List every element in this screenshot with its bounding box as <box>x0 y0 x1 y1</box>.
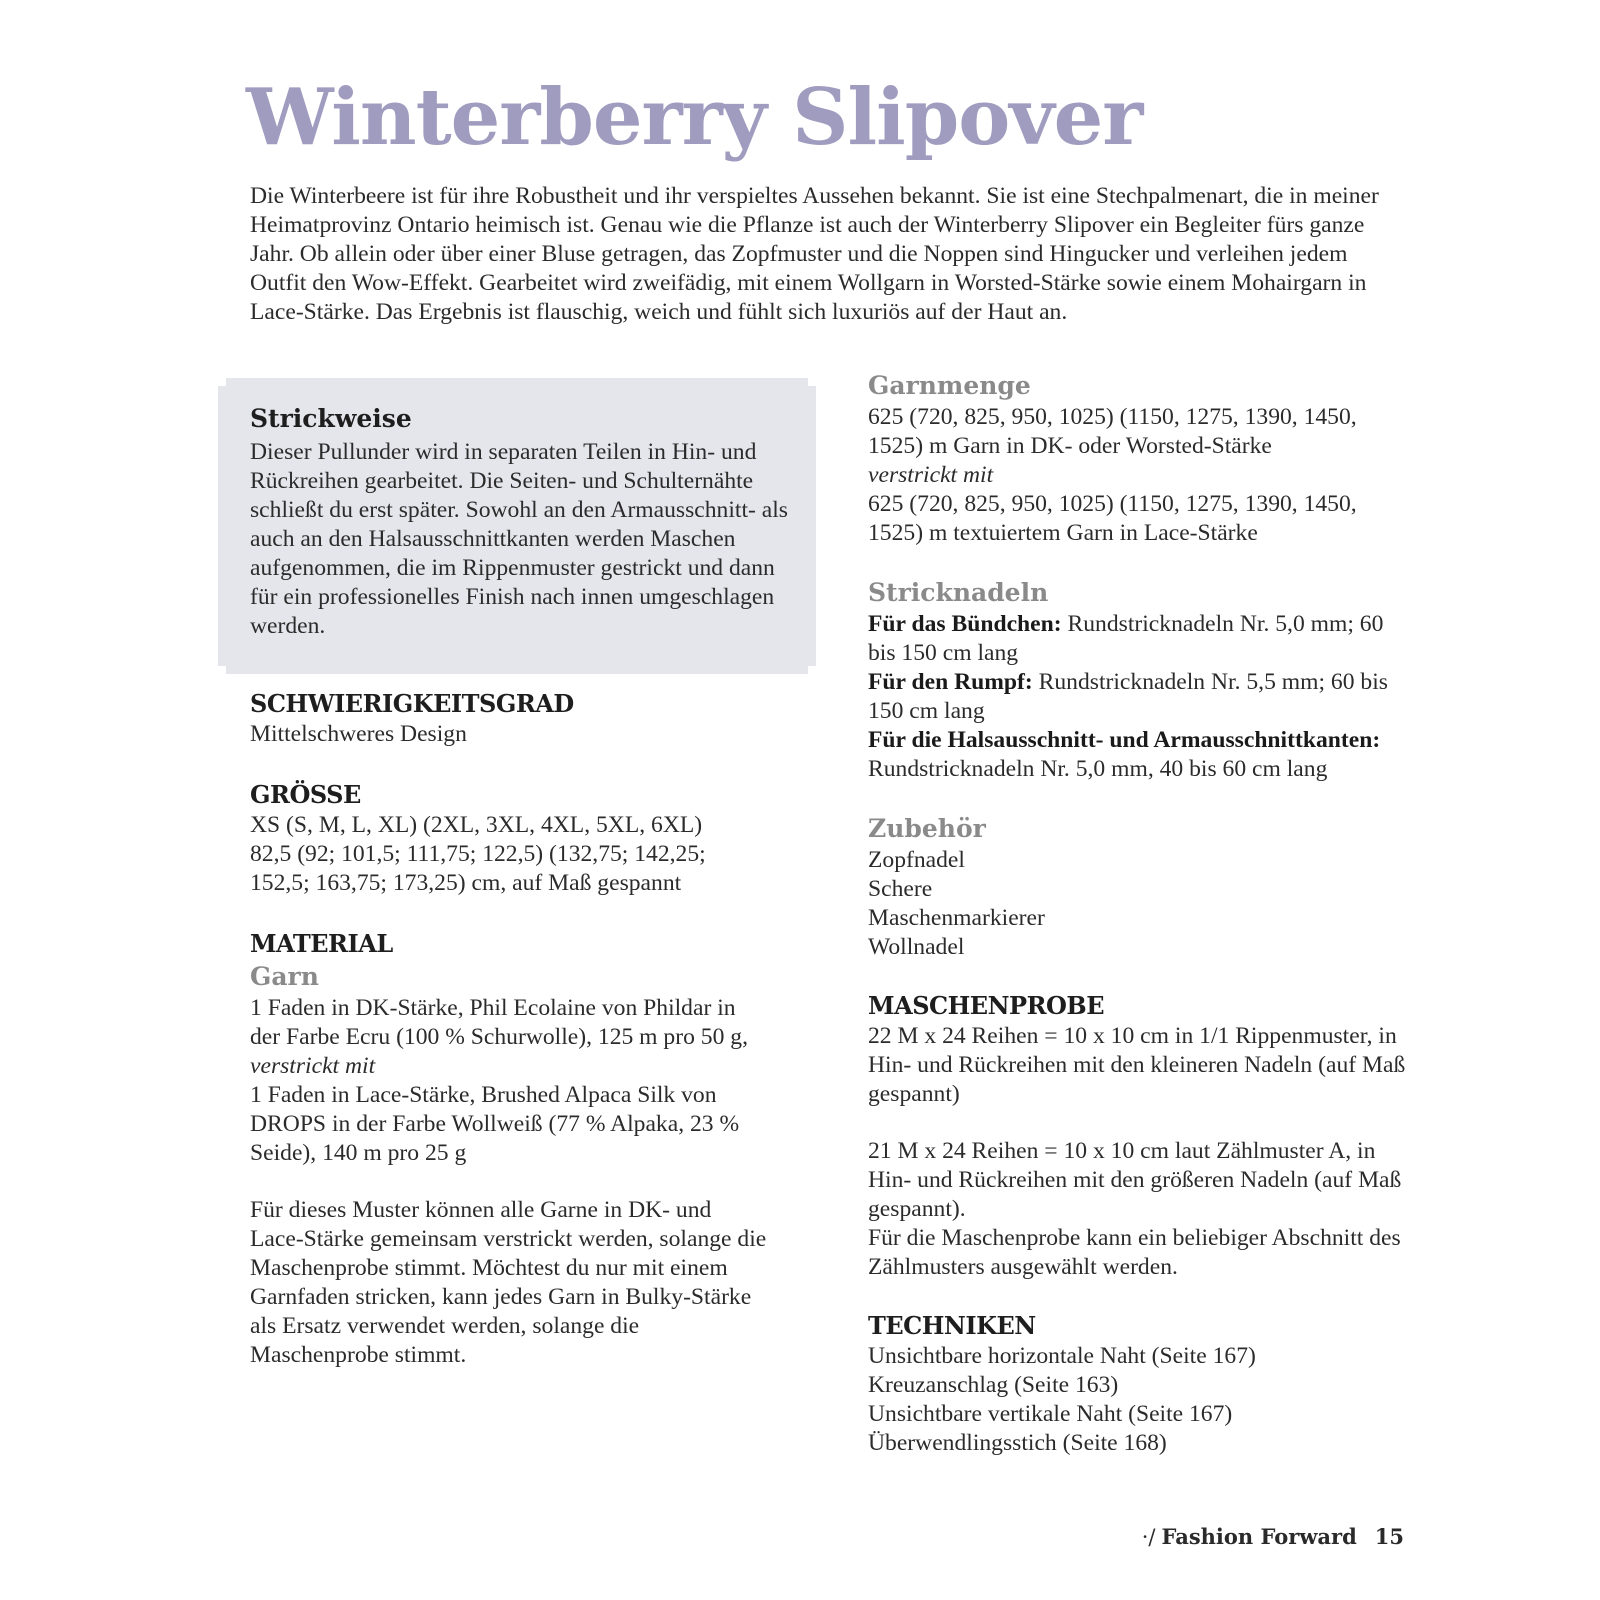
zubehoer-heading: Zubehör <box>868 814 986 843</box>
zubehoer-item: Schere <box>868 876 933 902</box>
needle-label: Für die Halsausschnitt- und Armausschnittkanten: <box>868 727 1381 753</box>
technique-item: Unsichtbare vertikale Naht (Seite 167) <box>868 1401 1233 1427</box>
yarn-1: 1 Faden in DK-Stärke, Phil Ecolaine von Phildar in der Farbe Ecru (100 % Schurwolle), 125 m pro 50 g, <box>250 995 748 1050</box>
box-corner <box>808 666 816 674</box>
yarn-note: Für dieses Muster können alle Garne in DK- und Lace-Stärke gemeinsam verstrickt werden, solange die Maschenprobe stimmt. Möchtest du nur mit einem Garnfaden stricken, kann jedes Garn in Bulky-Stärke als Ersatz verwendet werden, solange die Maschenprobe stimmt. <box>250 1197 767 1368</box>
groesse-measurements: 82,5 (92; 101,5; 111,75; 122,5) (132,75; 142,25; 152,5; 163,75; 173,25) cm, auf Maß gespannt <box>250 841 706 896</box>
intro-paragraph: Die Winterbeere ist für ihre Robustheit und ihr verspieltes Aussehen bekannt. Sie ist eine Stechpalmenart, die in meiner Heimatprovinz Ontario heimisch ist. Genau wie die Pflanze ist auch der Winterberry Slipover ein Begleiter fürs ganze Jahr. Ob allein oder über einer Bluse getragen, das Zopfmuster und die Noppen sind Hingucker und verleihen jedem Outfit den Wow-Effekt. Gearbeitet wird zweifädig, mit einem Wollgarn in Worsted-Stärke sowie einem Mohairgarn in Lace-Stärke. Das Ergebnis ist flauschig, weich und fühlt sich luxuriös auf der Haut an. <box>250 183 1379 325</box>
garnmenge-heading: Garnmenge <box>868 371 1031 400</box>
strickweise-box <box>218 378 816 674</box>
technique-item: Kreuzanschlag (Seite 163) <box>868 1372 1119 1398</box>
needle-label: Für das Bündchen: <box>868 611 1062 637</box>
schwierigkeitsgrad-text: Mittelschweres Design <box>250 721 467 747</box>
garn-subheading: Garn <box>250 962 319 991</box>
needle-text: Rundstricknadeln Nr. 5,5 mm; 60 bis 150 cm lang <box>868 669 1388 724</box>
material-heading: MATERIAL <box>250 929 393 958</box>
maschenprobe-para-2: 21 M x 24 Reihen = 10 x 10 cm laut Zählmuster A, in Hin- und Rückreihen mit den größeren Nadeln (auf Maß gespannt). <box>868 1138 1402 1222</box>
zubehoer-item: Zopfnadel <box>868 847 965 873</box>
page-number: 15 <box>1374 1524 1404 1549</box>
garnmenge-amount-1: 625 (720, 825, 950, 1025) (1150, 1275, 1390, 1450, 1525) m Garn in DK- oder Worsted-Stärke <box>868 404 1357 459</box>
zubehoer-item: Wollnadel <box>868 934 965 960</box>
techniken-heading: TECHNIKEN <box>868 1311 1036 1340</box>
maschenprobe-heading: MASCHENPROBE <box>868 991 1105 1020</box>
maschenprobe-para-3: Für die Maschenprobe kann ein beliebiger Abschnitt des Zählmusters ausgewählt werden. <box>868 1225 1401 1280</box>
technique-item: Unsichtbare horizontale Naht (Seite 167) <box>868 1343 1256 1369</box>
strickweise-text: Dieser Pullunder wird in separaten Teilen in Hin- und Rückreihen gearbeitet. Die Seiten- und Schulternähte schließt du erst später. Sowohl an den Armausschnitt- als auch an den Halsausschnittkanten werden Maschen aufgenommen, die im Rippenmuster gestrickt und dann für ein professionelles Finish nach innen umgeschlagen werden. <box>250 439 788 639</box>
garnmenge-amount-2: 625 (720, 825, 950, 1025) (1150, 1275, 1390, 1450, 1525) m textuiertem Garn in Lace-Stärke <box>868 491 1357 546</box>
needle-label: Für den Rumpf: <box>868 669 1033 695</box>
maschenprobe-para-1: 22 M x 24 Reihen = 10 x 10 cm in 1/1 Rippenmuster, in Hin- und Rückreihen mit den kleineren Nadeln (auf Maß gespannt) <box>868 1023 1406 1107</box>
needle-text: Rundstricknadeln Nr. 5,0 mm, 40 bis 60 cm lang <box>868 756 1328 782</box>
schwierigkeitsgrad-heading: SCHWIERIGKEITSGRAD <box>250 689 574 718</box>
box-corner <box>808 378 816 386</box>
needle-item <box>868 668 1413 726</box>
garnmenge-combined-label: verstrickt mit <box>868 462 994 488</box>
stricknadeln-heading: Stricknadeln <box>868 578 1049 607</box>
page-footer <box>1142 1524 1404 1549</box>
technique-item: Überwendlingsstich (Seite 168) <box>868 1430 1167 1456</box>
yarn-2: 1 Faden in Lace-Stärke, Brushed Alpaca Silk von DROPS in der Farbe Wollweiß (77 % Alpaka, 23 % Seide), 140 m pro 25 g <box>250 1082 740 1166</box>
left-column <box>250 688 810 1370</box>
page-title: Winterberry Slipover <box>246 72 1143 163</box>
yarn-combined-label: verstrickt mit <box>250 1053 376 1079</box>
zubehoer-item: Maschenmarkierer <box>868 905 1045 931</box>
needle-item <box>868 726 1413 784</box>
footer-mark: ·/ <box>1141 1525 1156 1549</box>
strickweise-heading: Strickweise <box>250 404 412 433</box>
box-corner <box>218 378 226 386</box>
right-column <box>868 369 1413 1458</box>
groesse-sizes: XS (S, M, L, XL) (2XL, 3XL, 4XL, 5XL, 6XL) <box>250 812 703 838</box>
needle-item <box>868 610 1413 668</box>
needle-text: Rundstricknadeln Nr. 5,0 mm; 60 bis 150 cm lang <box>868 611 1384 666</box>
footer-section: Fashion Forward <box>1161 1524 1357 1549</box>
groesse-heading: GRÖSSE <box>250 780 361 809</box>
box-corner <box>218 666 226 674</box>
